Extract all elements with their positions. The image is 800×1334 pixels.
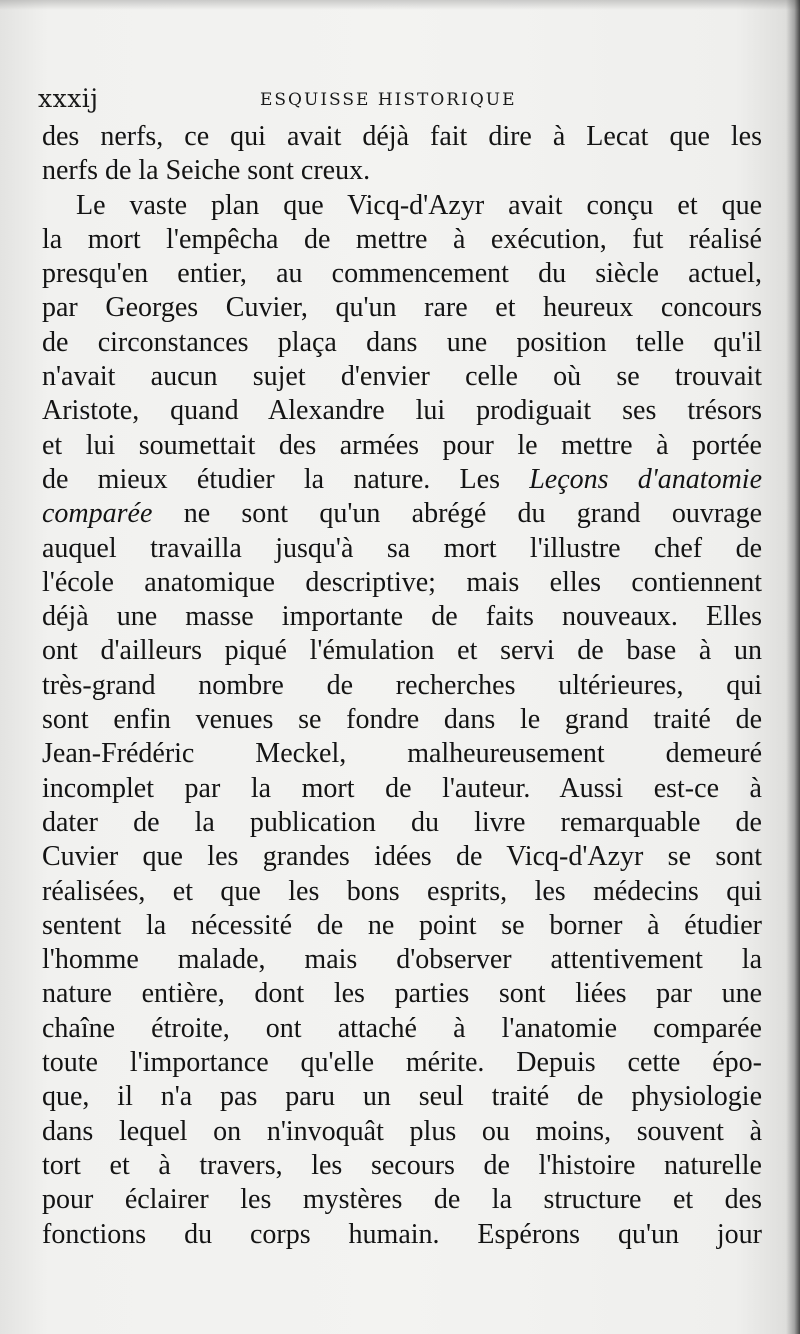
text-line: pour éclairer les mystères de la structure et des [42, 1184, 762, 1216]
text-line [42, 497, 762, 531]
text-line: dans lequel on n'invoquât plus ou moins, souvent à [42, 1115, 762, 1147]
text-line: déjà une masse importante de faits nouveaux. Elles [42, 601, 762, 633]
italic-title: Leçons d'anatomie [529, 463, 762, 495]
page-gutter-shadow [786, 0, 800, 1334]
text-line: réalisées, et que les bons esprits, les médecins qui [42, 875, 762, 907]
text-line: nerfs de la Seiche sont creux. [42, 155, 371, 187]
text-line [42, 463, 762, 497]
text-line: Le vaste plan que Vicq-d'Azyr avait conçu et que [76, 189, 762, 221]
text-line: sentent la nécessité de ne point se borner à étudier [42, 909, 762, 941]
italic-title-continued: comparée [42, 498, 153, 530]
text-line: auquel travailla jusqu'à sa mort l'illustre chef de [42, 532, 762, 564]
text-line: que, il n'a pas paru un seul traité de physiologie [42, 1081, 762, 1113]
text-line: la mort l'empêcha de mettre à exécution, fut réalisé [42, 223, 762, 255]
text-line: et lui soumettait des armées pour le mettre à portée [42, 429, 762, 461]
text-line: toute l'importance qu'elle mérite. Depuis cette épo- [42, 1047, 762, 1079]
text-line: sont enfin venues se fondre dans le grand traité de [42, 704, 762, 736]
text-line: très-grand nombre de recherches ultérieures, qui [42, 669, 762, 701]
text-line: ont d'ailleurs piqué l'émulation et servi de base à un [42, 635, 762, 667]
running-head: ESQUISSE HISTORIQUE [260, 90, 517, 110]
text-line: chaîne étroite, ont attaché à l'anatomie comparée [42, 1012, 762, 1044]
text-line: Cuvier que les grandes idées de Vicq-d'Azyr se sont [42, 841, 762, 873]
text-line: presqu'en entier, au commencement du siècle actuel, [42, 258, 762, 290]
page-header [38, 84, 758, 114]
text-line: incomplet par la mort de l'auteur. Aussi est-ce à [42, 772, 762, 804]
text-line: l'homme malade, mais d'observer attentivement la [42, 944, 762, 976]
text-line: n'avait aucun sujet d'envier celle où se trouvait [42, 361, 762, 393]
text-line: de circonstances plaça dans une position telle qu'il [42, 326, 762, 358]
page-number: xxxij [38, 84, 99, 113]
text-line: Jean-Frédéric Meckel, malheureusement demeuré [42, 738, 762, 770]
text-segment: de mieux étudier la nature. Les [42, 463, 500, 495]
body-text [42, 120, 762, 1252]
text-line: dater de la publication du livre remarquable de [42, 806, 762, 838]
text-line: Aristote, quand Alexandre lui prodiguait ses trésors [42, 395, 762, 427]
text-line: par Georges Cuvier, qu'un rare et heureux concours [42, 292, 762, 324]
page-top-shadow [0, 0, 800, 10]
text-line: nature entière, dont les parties sont liées par une [42, 978, 762, 1010]
text-line: l'école anatomique descriptive; mais elles contiennent [42, 566, 762, 598]
text-line: tort et à travers, les secours de l'histoire naturelle [42, 1149, 762, 1181]
text-segment: ne sont qu'un abrégé du grand ouvrage [183, 498, 762, 530]
text-line: fonctions du corps humain. Espérons qu'un jour [42, 1218, 762, 1250]
text-line: des nerfs, ce qui avait déjà fait dire à Lecat que les [42, 121, 762, 152]
